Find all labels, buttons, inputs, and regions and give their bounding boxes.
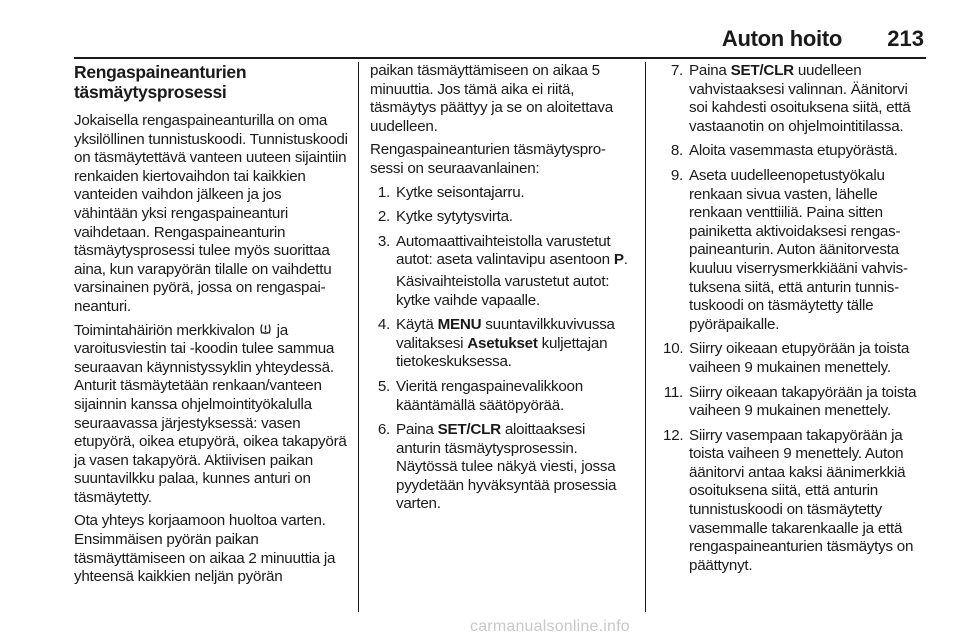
column-divider-1 [358,62,359,612]
list-item: 8. Aloita vasemmasta etupyörästä. [670,142,898,160]
header-rule [74,57,926,59]
page-number: 213 [887,26,924,51]
list-item: 4. Käytä MENU suuntavilkkuvivussa valitaksesi Asetukset kuljettajan tietokeskuksessa. [377,316,615,371]
list-item: 3. Automaattivaihteistolla varustetut autot: aseta valintavipu asentoon P. Käsivaihteistolla varustetut autot: kytke vaihde vapaalle. [377,232,628,309]
list-item: 7. Paina SET/CLR uudelleen vahvistaaksesi valinnan. Äänitorvi soi kahdesti osoituksena siitä, että vastaanotin on ohjelmointitilassa. [670,62,911,135]
list-item: 9. Aseta uudelleenopetustyökalu renkaan sivua vasten, lähelle renkaan venttiiliä. Paina sitten painiketta aktivoidaksesi rengaspaineanturin. Auton äänitorvesta kuuluu viserrysmerkkiääni vahvistuksena siitä, että anturin tunnistuskoodi on täsmäytetty tälle pyöräpaikalle. [670,166,909,333]
watermark: carmanualsonline.info [470,618,630,635]
section-title: Auton hoito [721,26,842,51]
step-list-continued [663,62,925,575]
paragraph-contact: Ota yhteys korjaamoon huoltoa varten. Ensimmäisen pyörän paikan täsmäyttämiseen on aikaa 2 minuuttia ja yhteensä kaikkien neljän pyörän [74,512,336,586]
page-header [74,26,926,56]
list-item: 2. Kytke sytytysvirta. [377,208,513,226]
list-item: 10. Siirry oikeaan etupyörään ja toista vaiheen 9 mukainen menettely. [663,340,910,376]
list-item: 12. Siirry vasempaan takapyörään ja toista vaiheen 9 menettely. Auton äänitorvi antaa kaksi äänimerkkiä osoituksena siitä, että anturin tunnistuskoodi on täsmäytetty vasemmalle takarenkaalle ja että rengaspaineanturien täsmäytys on päättynyt. [663,426,914,574]
tire-pressure-warning-icon [259,322,273,341]
paragraph-intro: Jokaisella rengaspaineanturilla on oma yksilöllinen tunnistuskoodi. Tunnistuskoodi on täsmäytettävä vanteen uuteen sijaintiin renkaiden kiertovaihdon tai kaikkien vanteiden vaihdon jälkeen ja jos vähintään yksi rengaspaineanturi vaihdetaan. Rengaspaineanturin täsmäytysprosessi tulee myös suorittaa aina, kun varapyörän tilalle on vaihdettu varsinainen pyörä, jossa on rengaspaineanturi. [74,112,348,315]
paragraph-time: paikan täsmäyttämiseen on aikaa 5 minuuttia. Jos tämä aika ei riitä, täsmäytys päättyy ja se on aloitettava uudelleen. [370,62,613,135]
section-heading: Rengaspaineanturien täsmäytysprosessi [74,62,247,102]
paragraph-procedure: Rengaspaineanturien täsmäytysprosessi on seuraavanlainen: [370,141,606,177]
paragraph-malfunction: Toimintahäiriön merkkivalon ja varoitusviestin tai -koodin tulee sammua seuraavan käynnistyssyklin yhteydessä. Anturit täsmäytetään renkaan/vanteen sijainnin kanssa ohjelmointityökalulla seuraavassa järjestyksessä: vasen etupyörä, oikea etupyörä, oikea takapyörä ja vasen takapyörä. Aktiivisen paikan suuntavilkku palaa, kunnes anturi on täsmäytetty. [74,321,347,506]
column-2 [370,62,632,520]
column-1 [74,62,348,592]
list-item: 6. Paina SET/CLR aloittaaksesi anturin täsmäytysprosessin. Näytössä tulee näkyä viesti, jossa pyydetään hyväksyntää prosessia varten. [377,421,617,513]
column-divider-2 [645,62,646,612]
column-3 [663,62,925,581]
list-item: 11. Siirry oikeaan takapyörään ja toista vaiheen 9 mukainen menettely. [663,383,917,420]
list-item: 5. Vieritä rengaspainevalikkoon kääntämällä säätöpyörää. [377,377,583,414]
list-item: 1. Kytke seisontajarru. [377,183,525,201]
step-list [370,184,632,515]
